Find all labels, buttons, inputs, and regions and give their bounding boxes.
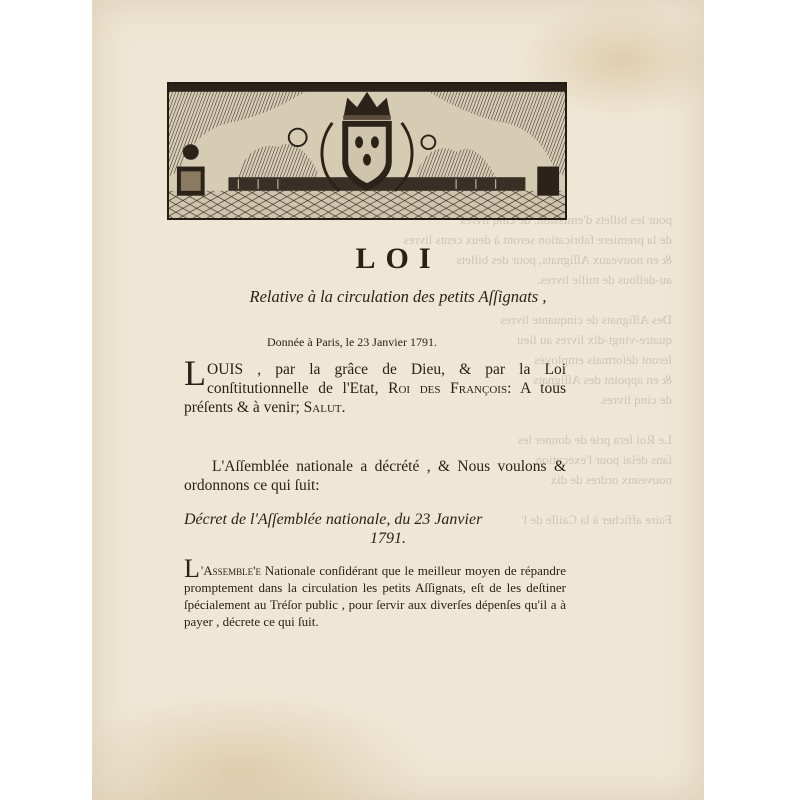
preamble-assembly: 'Assemble'e	[200, 563, 261, 578]
royal-title: Roi des François	[388, 380, 508, 397]
preamble-dropcap: L	[184, 554, 200, 583]
show-through-text: pour les billets de la premiere fabrication seront à deux cents livres & en nouveaux Aſſignats, pour des billets au-deſſous de mille livres. Des Aſſignats de cinquante livres quatre-vingt-dix livres au lieu ſeront déſormais employés & en appoint des Aſſignats de cinq livres. Le Roi ſera prié de donner les ſans délai pour l'exécution nouveaux ordres de dix Faire afficher à la Caiſſe de l'	[403, 212, 672, 527]
intro-text-2: : A tous préſents & à venir;	[184, 380, 566, 416]
document-subtitle: Relative à la circulation des petits Aſſignats ,	[249, 287, 547, 306]
royal-arms-engraving-icon	[169, 84, 565, 218]
decree-text: L'Aſſemblée nationale a décrété , & Nous voulons & ordonnons ce qui ſuit:	[184, 458, 566, 494]
decree-heading-line-1: Décret de l'Aſſemblée nationale, du 23 Janvier	[184, 511, 483, 528]
preamble-paragraph	[184, 554, 566, 630]
intro-dropcap: L	[184, 353, 206, 393]
dateline: Donnée à Paris, le 23 Janvier 1791.	[267, 335, 437, 349]
decree-heading-year: 1791.	[370, 530, 406, 547]
intro-text: OUIS , par la grâce de Dieu, & par la Loi conſtitutionnelle de l'Etat,	[207, 361, 566, 397]
preamble-text: Nationale conſidérant que le meilleur moyen de répandre promptement dans la circulation les petits Aſſignats, eſt de les deſtiner ſpécialement au Tréſor public , pour ſervir aux diverſes dépenſes qu'il a à payer , décrete ce qui ſuit.	[184, 563, 566, 629]
water-stain	[92, 690, 432, 800]
royal-intro-paragraph	[184, 353, 566, 417]
document-title: LOI	[355, 242, 441, 275]
document-page	[92, 0, 704, 800]
royal-arms-vignette	[167, 82, 567, 220]
decree-heading	[184, 510, 566, 548]
salut: Salut.	[303, 399, 346, 416]
